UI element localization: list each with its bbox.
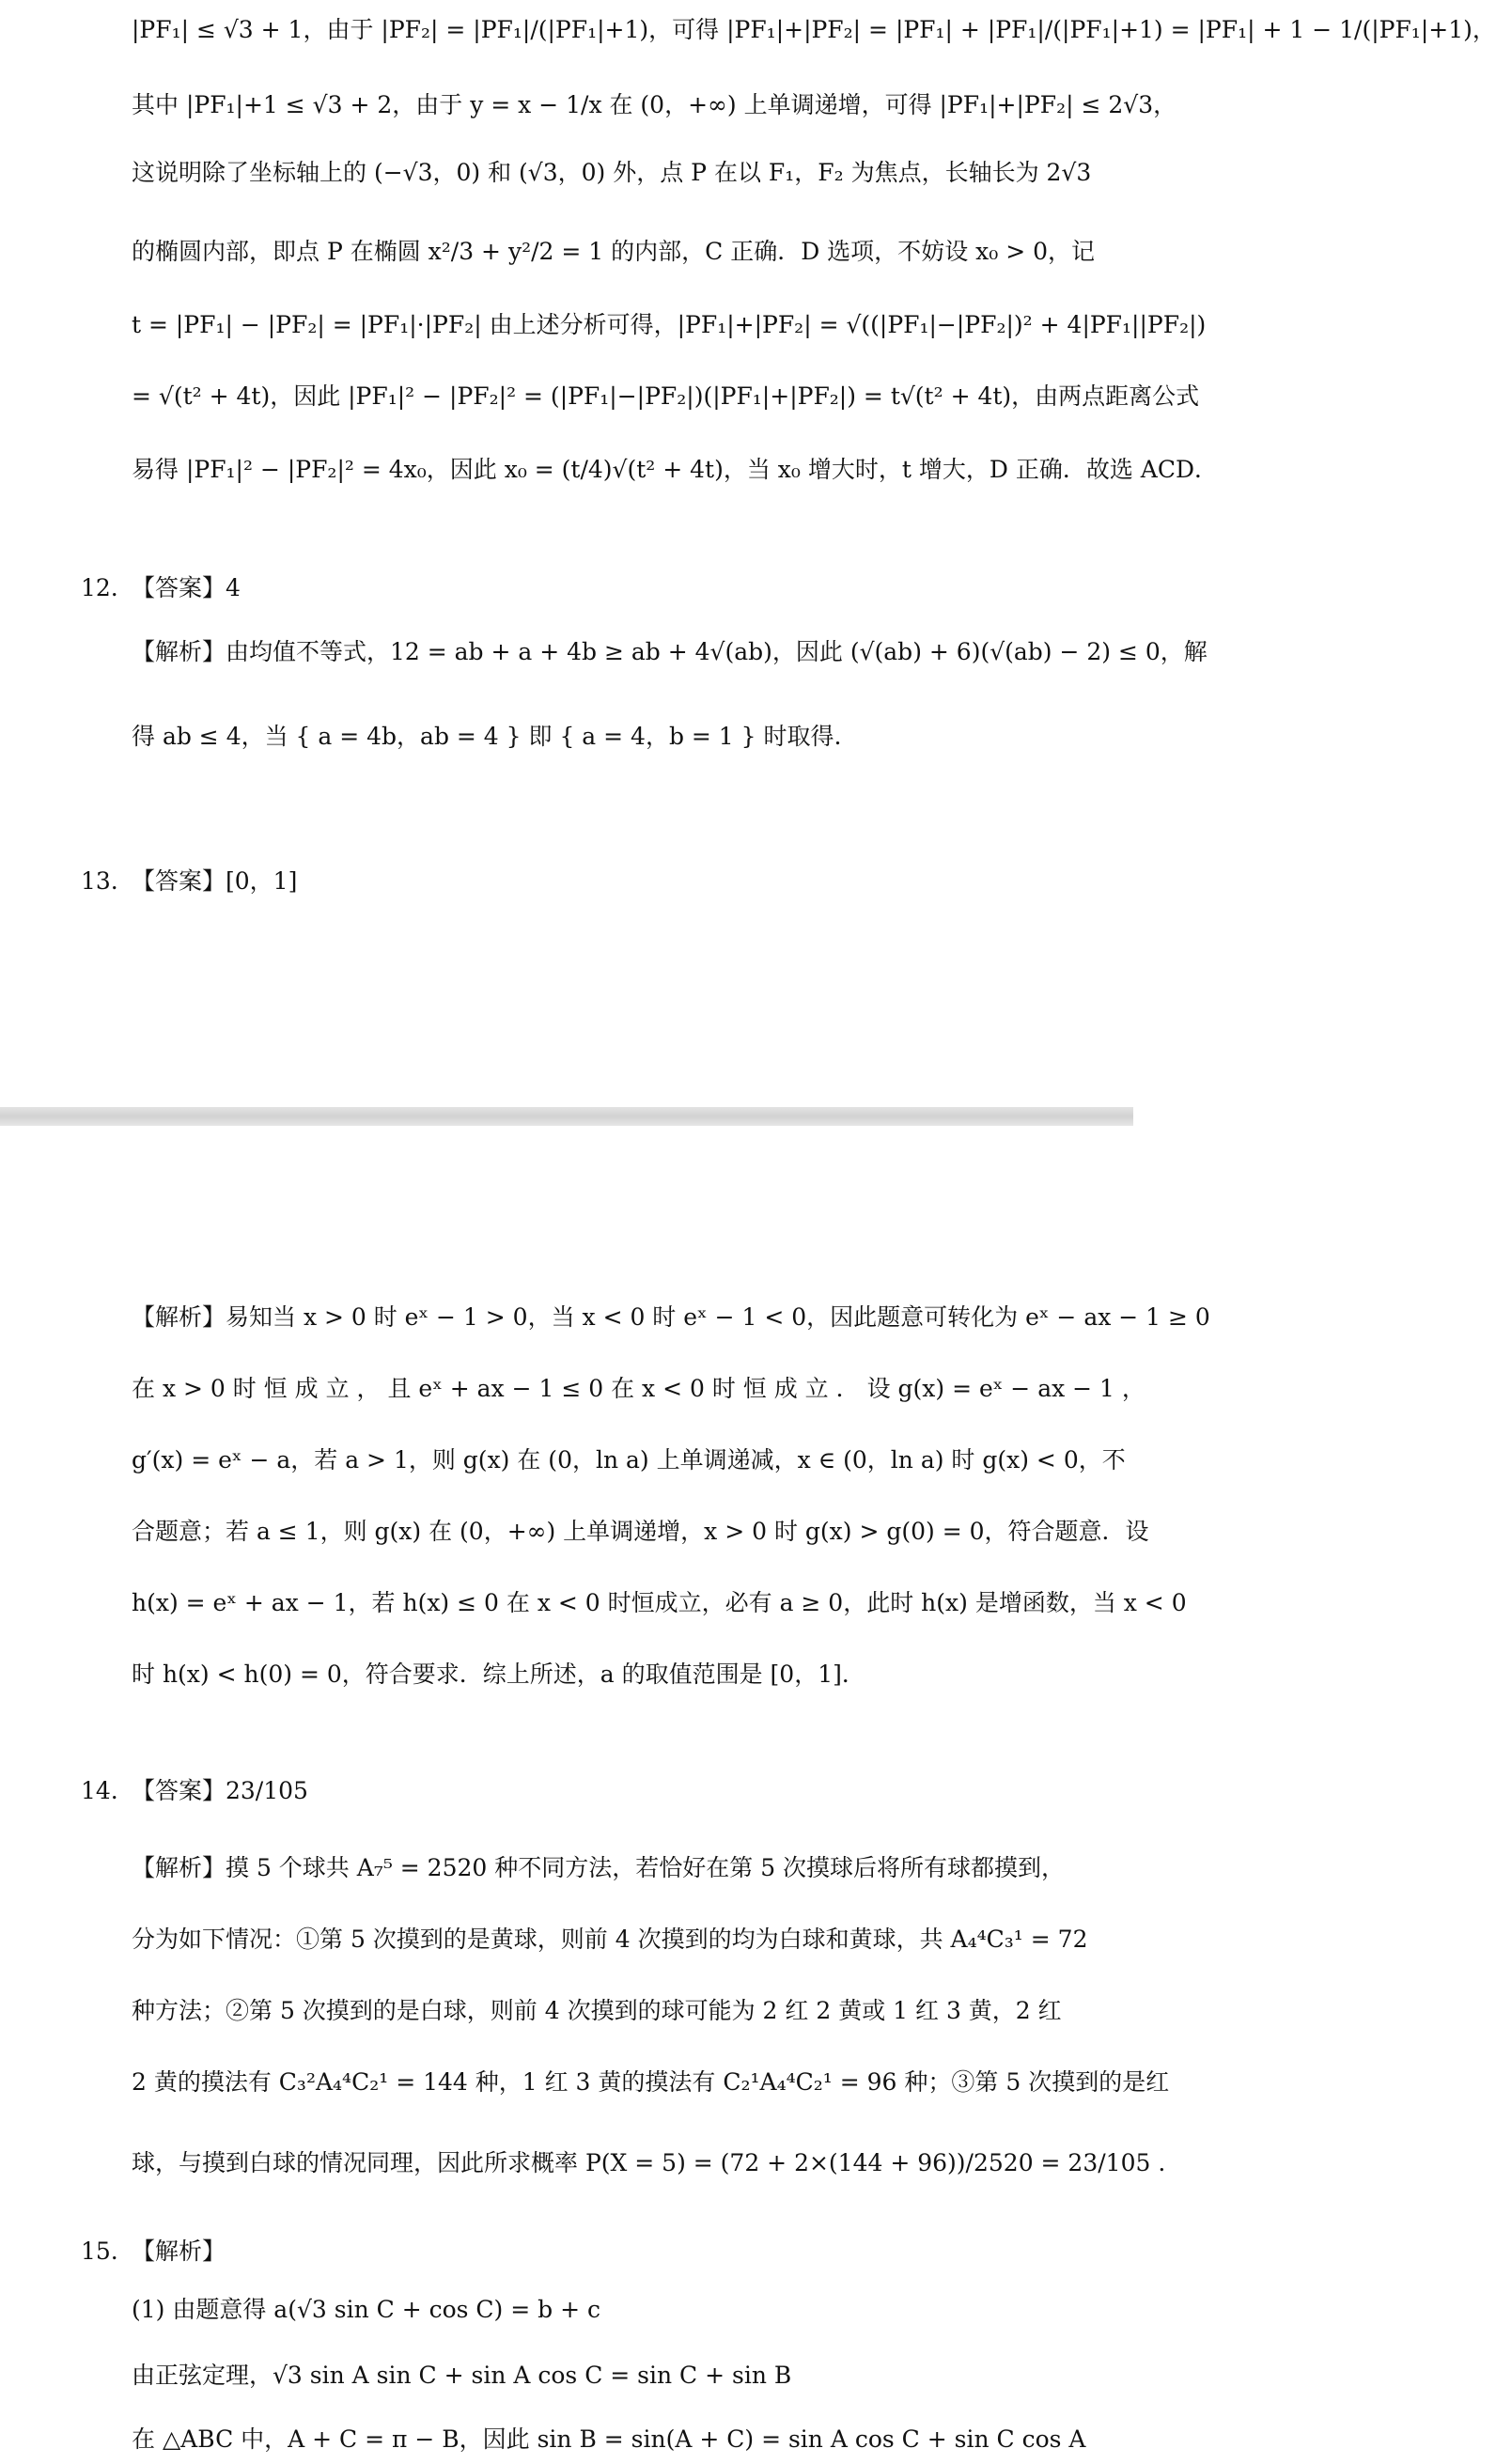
analysis-line: 【解析】易知当 x > 0 时 eˣ − 1 > 0，当 x < 0 时 eˣ − 1 < 0，因此题意可转化为 eˣ − ax − 1 ≥ 0 [132, 1303, 1210, 1331]
text-line: 易得 |PF₁|² − |PF₂|² = 4x₀，因此 x₀ = (t/4)√(t² + 4t)，当 x₀ 增大时，t 增大，D 正确．故选 ACD． [132, 456, 1219, 483]
text-line: 这说明除了坐标轴上的 (−√3，0) 和 (√3，0) 外，点 P 在以 F₁，F₂ 为焦点，长轴长为 2√3 [132, 159, 1092, 186]
analysis-line: 在 x > 0 时 恒 成 立 ， 且 eˣ + ax − 1 ≤ 0 在 x < 0 时 恒 成 立 ． 设 g(x) = eˣ − ax − 1 ， [132, 1375, 1145, 1402]
analysis-line: 【解析】由均值不等式，12 = ab + a + 4b ≥ ab + 4√(ab)，因此 (√(ab) + 6)(√(ab) − 2) ≤ 0，解 [132, 638, 1208, 665]
page-top [0, 0, 1496, 1107]
question-number-13: 13. [81, 867, 118, 895]
answer-label-12: 【答案】4 [132, 574, 241, 601]
analysis-line: h(x) = eˣ + ax − 1，若 h(x) ≤ 0 在 x < 0 时恒成立，必有 a ≥ 0，此时 h(x) 是增函数，当 x < 0 [132, 1589, 1187, 1616]
page-separator [0, 1107, 1133, 1126]
text-line: t = |PF₁| − |PF₂| = |PF₁|·|PF₂| 由上述分析可得，|PF₁|+|PF₂| = √((|PF₁|−|PF₂|)² + 4|PF₁||PF₂|) [132, 311, 1207, 338]
analysis-line: 种方法；②第 5 次摸到的是白球，则前 4 次摸到的球可能为 2 红 2 黄或 1 红 3 黄，2 红 [132, 1997, 1062, 2024]
question-number-12: 12. [81, 574, 118, 601]
analysis-line: 分为如下情况：①第 5 次摸到的是黄球，则前 4 次摸到的均为白球和黄球，共 A₄⁴C₃¹ = 72 [132, 1926, 1088, 1953]
text-line: |PF₁| ≤ √3 + 1，由于 |PF₂| = |PF₁|/(|PF₁|+1)，可得 |PF₁|+|PF₂| = |PF₁| + |PF₁|/(|PF₁|+1) = |PF₁| + 1 − 1/(|PF₁|+1)， [132, 16, 1496, 43]
analysis-line: 球，与摸到白球的情况同理，因此所求概率 P(X = 5) = (72 + 2×(144 + 96))/2520 = 23/105 . [132, 2149, 1166, 2176]
analysis-line: g′(x) = eˣ − a，若 a > 1，则 g(x) 在 (0，ln a) 上单调递减，x ∈ (0，ln a) 时 g(x) < 0，不 [132, 1446, 1126, 1474]
analysis-line: 在 △ABC 中，A + C = π − B，因此 sin B = sin(A + C) = sin A cos C + sin C cos A [132, 2425, 1086, 2453]
answer-label-13: 【答案】[0，1] [132, 867, 298, 895]
analysis-label-15: 【解析】 [132, 2238, 226, 2265]
analysis-line: 得 ab ≤ 4，当 { a = 4b，ab = 4 } 即 { a = 4，b = 1 } 时取得. [132, 723, 842, 750]
analysis-line: 【解析】摸 5 个球共 A₇⁵ = 2520 种不同方法，若恰好在第 5 次摸球后将所有球都摸到， [132, 1854, 1066, 1881]
analysis-line: 时 h(x) < h(0) = 0，符合要求．综上所述，a 的取值范围是 [0，1]． [132, 1661, 865, 1688]
text-line: = √(t² + 4t)，因此 |PF₁|² − |PF₂|² = (|PF₁|−|PF₂|)(|PF₁|+|PF₂|) = t√(t² + 4t)，由两点距离公式 [132, 382, 1200, 410]
analysis-line: 由正弦定理，√3 sin A sin C + sin A cos C = sin C + sin B [132, 2362, 792, 2389]
answer-label-14: 【答案】23/105 [132, 1777, 308, 1804]
question-number-14: 14. [81, 1777, 118, 1804]
analysis-line: (1) 由题意得 a(√3 sin C + cos C) = b + c [132, 2296, 600, 2323]
analysis-line: 2 黄的摸法有 C₃²A₄⁴C₂¹ = 144 种，1 红 3 黄的摸法有 C₂¹A₄⁴C₂¹ = 96 种；③第 5 次摸到的是红 [132, 2068, 1170, 2096]
text-line: 其中 |PF₁|+1 ≤ √3 + 2，由于 y = x − 1/x 在 (0，+∞) 上单调递增，可得 |PF₁|+|PF₂| ≤ 2√3， [132, 91, 1177, 118]
question-number-15: 15. [81, 2238, 118, 2265]
text-line: 的椭圆内部，即点 P 在椭圆 x²/3 + y²/2 = 1 的内部，C 正确．D 选项，不妨设 x₀ > 0，记 [132, 238, 1096, 265]
page-bottom [0, 1126, 1210, 2464]
analysis-line: 合题意；若 a ≤ 1，则 g(x) 在 (0，+∞) 上单调递增，x > 0 时 g(x) > g(0) = 0，符合题意．设 [132, 1518, 1149, 1545]
